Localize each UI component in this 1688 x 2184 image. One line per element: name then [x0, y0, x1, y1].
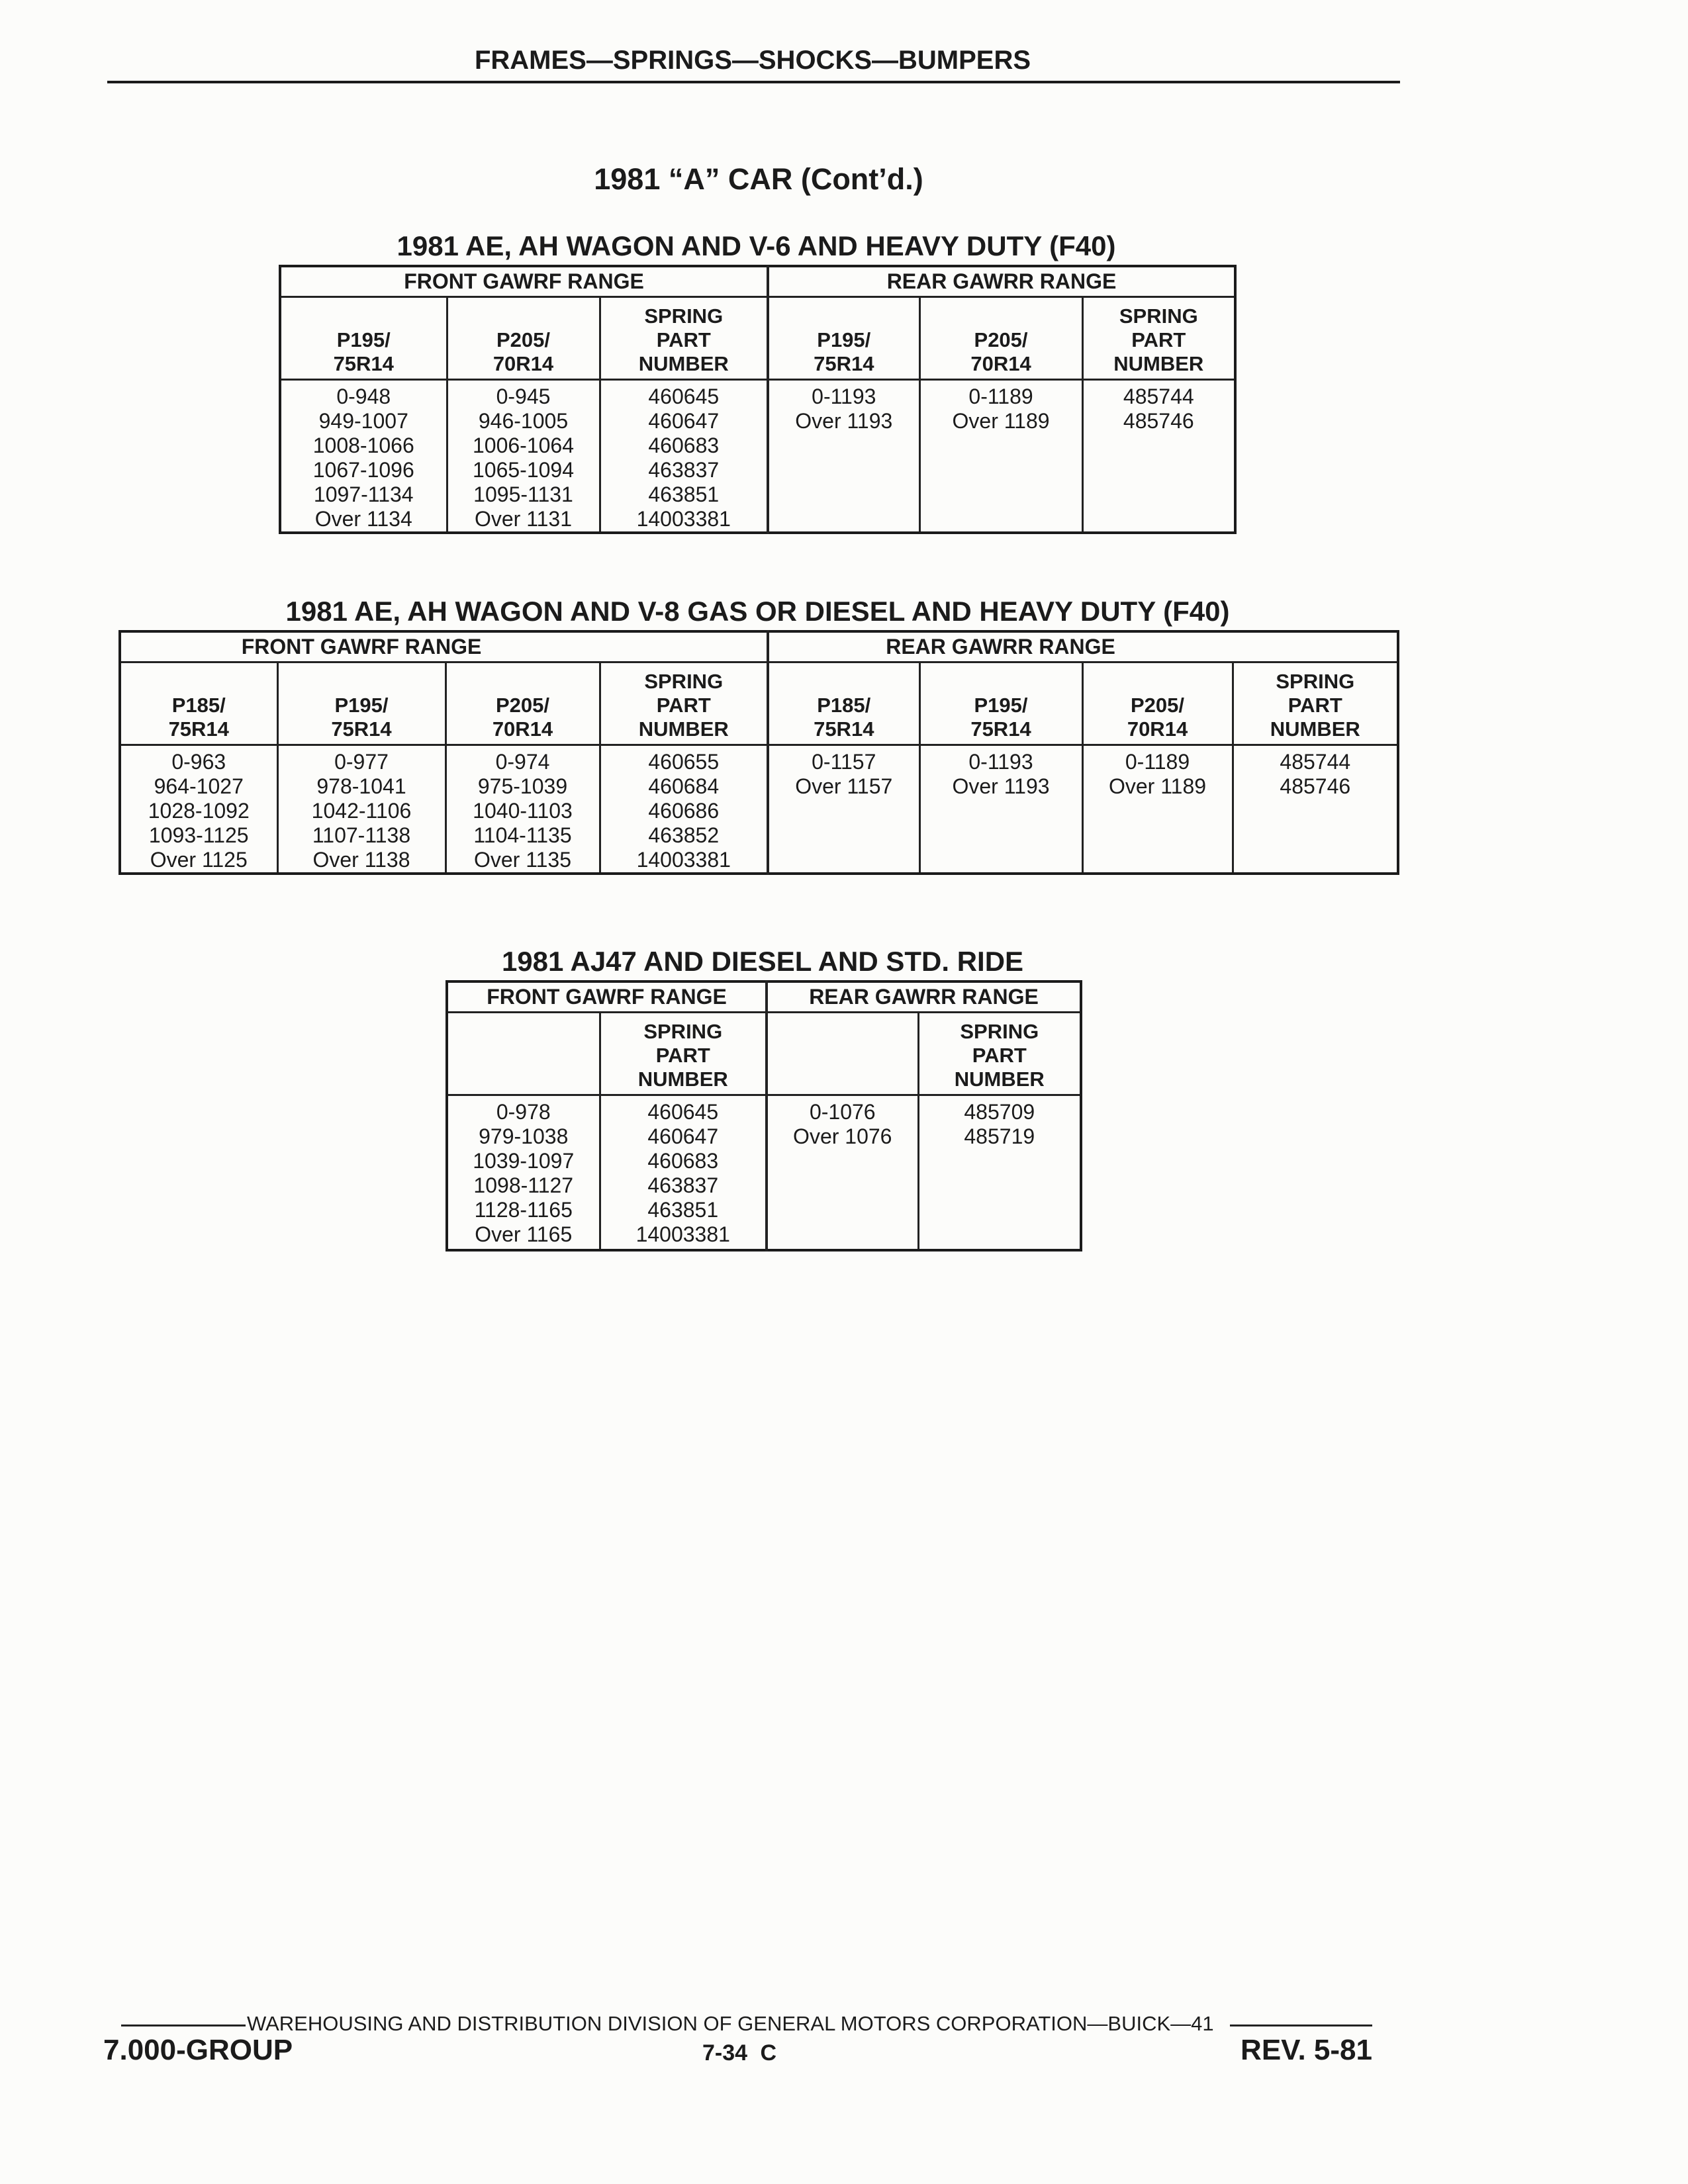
data-cell [1082, 745, 1233, 874]
table-body [120, 745, 1398, 874]
column-header [600, 296, 768, 379]
column-header-line: PART [656, 693, 711, 717]
column-header-line: P185/ [817, 693, 871, 717]
column-header-line: NUMBER [1270, 717, 1360, 741]
column-header-row [120, 662, 1398, 745]
cell-value: 14003381 [635, 1222, 730, 1246]
cell-value: Over 1189 [1108, 774, 1207, 798]
data-cell [600, 379, 768, 533]
data-cell [767, 1095, 918, 1250]
column-header-line: 75R14 [814, 351, 874, 375]
column-header-line: P195/ [336, 328, 391, 351]
cell-value: 1006-1064 [472, 433, 575, 457]
column-header [919, 662, 1082, 745]
data-cell [600, 1095, 767, 1250]
group-header: REAR GAWRR RANGE [768, 266, 1235, 296]
column-header [277, 662, 445, 745]
cell-value: Over 1157 [795, 774, 893, 798]
cell-value: 975-1039 [477, 774, 568, 798]
group-header: REAR GAWRR RANGE [768, 631, 1398, 662]
spring-table-section-1 [279, 232, 1234, 534]
spring-table-section-3 [445, 947, 1080, 1251]
column-header [600, 662, 768, 745]
cell-value: 463851 [648, 482, 720, 506]
column-header-line: PART [655, 1043, 710, 1067]
column-header [768, 662, 919, 745]
cell-value: 0-1157 [812, 749, 876, 774]
footer-page-number: 7-34 C [702, 2040, 777, 2066]
group-header-row [120, 631, 1398, 662]
cell-value: 0-948 [336, 384, 391, 408]
cell-value: 1028-1092 [148, 798, 250, 823]
column-header-line: SPRING [644, 304, 724, 328]
cell-value: Over 1131 [474, 506, 573, 531]
data-cell [768, 745, 919, 874]
cell-value: Over 1138 [312, 847, 410, 872]
cell-value: 460647 [647, 1124, 719, 1148]
cell-value: 0-1189 [968, 384, 1033, 408]
column-header-line: SPRING [1119, 304, 1198, 328]
column-header-line: PART [1288, 693, 1342, 717]
data-cell [277, 745, 445, 874]
cell-value: 460645 [647, 1099, 719, 1124]
column-header [600, 1012, 767, 1095]
group-header: FRONT GAWRF RANGE [280, 266, 768, 296]
cell-value: 1097-1134 [313, 482, 414, 506]
cell-value: Over 1189 [952, 408, 1050, 433]
cell-value: 460686 [648, 798, 720, 823]
column-header-line: 75R14 [168, 717, 229, 741]
column-header [120, 662, 277, 745]
column-header-line: P205/ [496, 328, 550, 351]
column-header-line: SPRING [643, 1019, 723, 1043]
table-body [280, 379, 1235, 533]
cell-value: 463851 [647, 1197, 719, 1222]
cell-value: 0-1189 [1125, 749, 1190, 774]
cell-value: 485746 [1280, 774, 1351, 798]
data-cell [280, 379, 447, 533]
cell-value: 949-1007 [318, 408, 408, 433]
column-header [1082, 296, 1235, 379]
cell-value: 460647 [648, 408, 720, 433]
column-header-line: P185/ [171, 693, 226, 717]
cell-value: 1128-1165 [474, 1197, 573, 1222]
column-header [447, 1012, 600, 1095]
spring-table [279, 265, 1237, 534]
column-header-line: 70R14 [1127, 717, 1188, 741]
cell-value: 1093-1125 [148, 823, 249, 847]
cell-value: Over 1125 [150, 847, 248, 872]
data-row [120, 745, 1398, 874]
cell-value: 0-977 [334, 749, 389, 774]
group-header: FRONT GAWRF RANGE [447, 981, 767, 1012]
cell-value: 0-1076 [809, 1099, 876, 1124]
column-header-line: 75R14 [331, 717, 392, 741]
group-header-row [447, 981, 1081, 1012]
column-header-line: P195/ [974, 693, 1028, 717]
data-cell [600, 745, 768, 874]
cell-value: 0-945 [496, 384, 551, 408]
spring-table [445, 980, 1082, 1251]
cell-value: 0-1193 [968, 749, 1033, 774]
column-header-line: NUMBER [638, 351, 729, 375]
column-header [1082, 662, 1233, 745]
cell-value: Over 1193 [952, 774, 1050, 798]
column-header-row [280, 296, 1235, 379]
page-header: FRAMES—SPRINGS—SHOCKS—BUMPERS [474, 46, 1031, 75]
table-head [120, 631, 1398, 745]
page-title: 1981 “A” CAR (Cont’d.) [594, 162, 923, 196]
cell-value: 0-978 [496, 1099, 551, 1124]
table-head [280, 266, 1235, 379]
column-header-line: 70R14 [492, 351, 554, 375]
cell-value: 1039-1097 [473, 1148, 575, 1173]
data-cell [918, 1095, 1081, 1250]
cell-value: 0-974 [495, 749, 550, 774]
column-header [768, 296, 919, 379]
column-header-line: NUMBER [638, 717, 729, 741]
cell-value: 1098-1127 [473, 1173, 574, 1197]
cell-value: 460645 [648, 384, 720, 408]
column-header [1233, 662, 1398, 745]
table-body [447, 1095, 1081, 1250]
footer-group-label: 7.000-GROUP [103, 2034, 293, 2066]
column-header-line: P205/ [974, 328, 1028, 351]
column-header-line: P205/ [495, 693, 549, 717]
cell-value: 0-963 [171, 749, 226, 774]
column-header-line: P195/ [817, 328, 871, 351]
column-header [445, 662, 600, 745]
column-header-line: NUMBER [1113, 351, 1204, 375]
group-header-row [280, 266, 1235, 296]
data-cell [120, 745, 277, 874]
cell-value: 463852 [648, 823, 720, 847]
data-row [447, 1095, 1081, 1250]
column-header-line: PART [972, 1043, 1027, 1067]
cell-value: 485709 [964, 1099, 1035, 1124]
cell-value: 485744 [1123, 384, 1194, 408]
column-header-line: NUMBER [637, 1067, 728, 1091]
cell-value: 964-1027 [154, 774, 244, 798]
column-header [767, 1012, 918, 1095]
column-header-line: P205/ [1131, 693, 1185, 717]
spring-table-section-2 [118, 597, 1397, 875]
cell-value: Over 1165 [475, 1222, 573, 1246]
column-header-row [447, 1012, 1081, 1095]
cell-value: 1095-1131 [473, 482, 573, 506]
cell-value: Over 1134 [314, 506, 412, 531]
cell-value: 460684 [648, 774, 720, 798]
cell-value: 1040-1103 [473, 798, 573, 823]
column-header-line: P195/ [334, 693, 389, 717]
group-header: FRONT GAWRF RANGE [120, 631, 768, 662]
column-header-line: 70R14 [492, 717, 553, 741]
cell-value: 1104-1135 [473, 823, 572, 847]
column-header-line: 75R14 [333, 351, 394, 375]
footer-division-line [121, 2012, 1372, 2036]
cell-value: 485744 [1280, 749, 1351, 774]
column-header-line: NUMBER [954, 1067, 1045, 1091]
cell-value: 1008-1066 [312, 433, 414, 457]
cell-value: 946-1005 [478, 408, 569, 433]
table-head [447, 981, 1081, 1095]
cell-value: 460683 [648, 433, 720, 457]
cell-value: 979-1038 [479, 1124, 569, 1148]
column-header-line: SPRING [960, 1019, 1039, 1043]
column-header-line: SPRING [1276, 669, 1355, 693]
column-header-line: PART [1131, 328, 1186, 351]
cell-value: Over 1135 [473, 847, 572, 872]
footer-rule-right [1230, 2025, 1372, 2026]
cell-value: 460683 [647, 1148, 719, 1173]
table-title: 1981 AE, AH WAGON AND V-8 GAS OR DIESEL AND HEAVY DUTY (F40) [285, 596, 1230, 627]
table-title: 1981 AJ47 AND DIESEL AND STD. RIDE [501, 946, 1024, 977]
cell-value: 14003381 [636, 506, 731, 531]
cell-value: 1067-1096 [312, 457, 414, 482]
spring-table [118, 630, 1399, 875]
data-cell [768, 379, 919, 533]
data-cell [919, 745, 1082, 874]
column-header-line: 75R14 [814, 717, 874, 741]
data-cell [445, 745, 600, 874]
cell-value: 1042-1106 [311, 798, 412, 823]
data-cell [919, 379, 1082, 533]
cell-value: 463837 [647, 1173, 719, 1197]
data-cell [1082, 379, 1235, 533]
footer-division-text: WAREHOUSING AND DISTRIBUTION DIVISION OF GENERAL MOTORS CORPORATION—BUICK—41 [247, 2012, 1214, 2035]
data-cell [1233, 745, 1398, 874]
data-row [280, 379, 1235, 533]
cell-value: 485746 [1123, 408, 1194, 433]
cell-value: 460655 [648, 749, 720, 774]
data-cell [447, 1095, 600, 1250]
table-title: 1981 AE, AH WAGON AND V-6 AND HEAVY DUTY (F40) [397, 230, 1116, 261]
column-header [280, 296, 447, 379]
header-rule [107, 81, 1400, 83]
column-header [918, 1012, 1081, 1095]
footer-rule-left [121, 2025, 246, 2026]
group-header: REAR GAWRR RANGE [767, 981, 1081, 1012]
cell-value: 485719 [964, 1124, 1035, 1148]
cell-value: 14003381 [636, 847, 731, 872]
column-header [919, 296, 1082, 379]
footer-revision: REV. 5-81 [1241, 2034, 1372, 2066]
column-header-line: 75R14 [970, 717, 1031, 741]
cell-value: 0-1193 [812, 384, 876, 408]
column-header-line: PART [656, 328, 711, 351]
cell-value: 978-1041 [316, 774, 406, 798]
cell-value: 463837 [648, 457, 720, 482]
column-header-line: 70R14 [970, 351, 1031, 375]
cell-value: Over 1076 [793, 1124, 892, 1148]
cell-value: Over 1193 [795, 408, 893, 433]
column-header [447, 296, 600, 379]
cell-value: 1107-1138 [312, 823, 411, 847]
column-header-line: SPRING [644, 669, 724, 693]
data-cell [447, 379, 600, 533]
cell-value: 1065-1094 [472, 457, 575, 482]
